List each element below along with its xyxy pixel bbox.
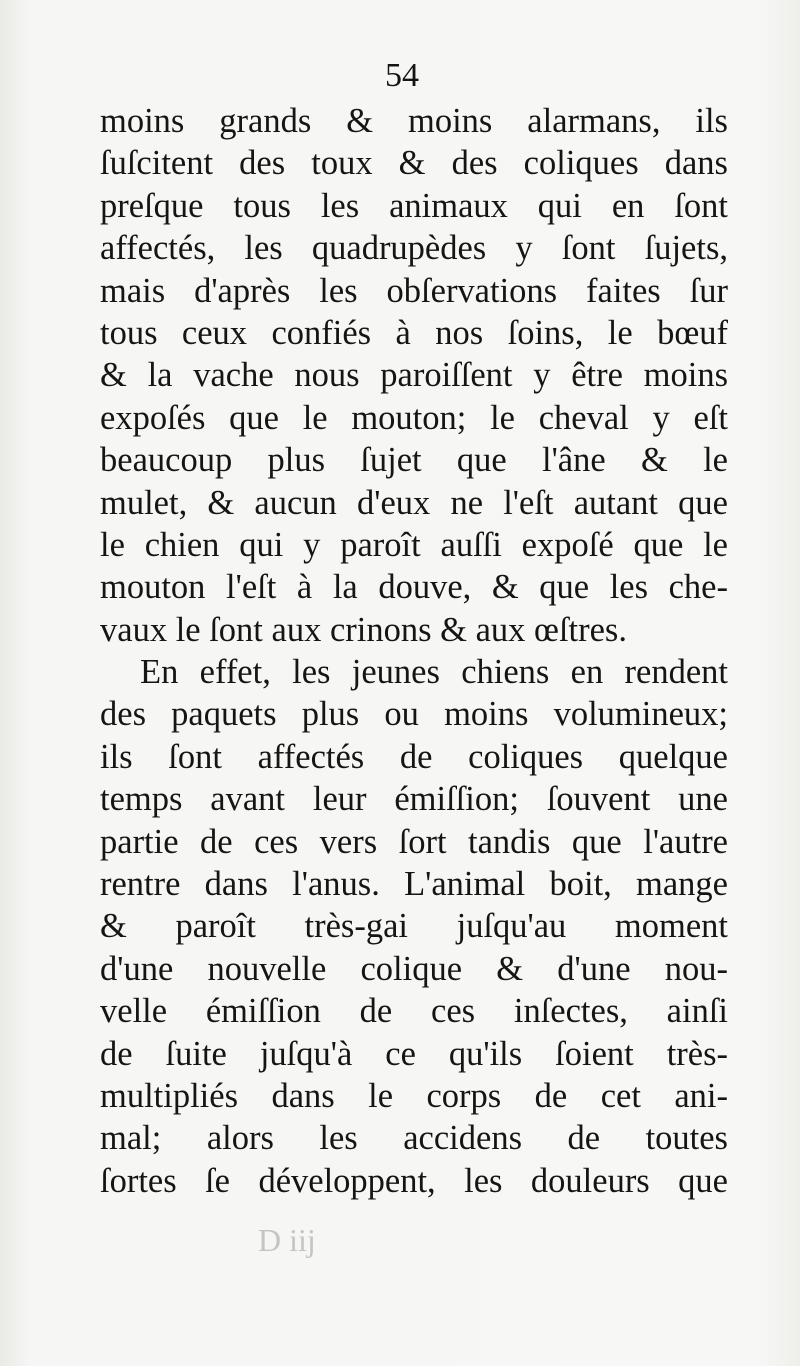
text-line: moins grands & moins alarmans, ils: [100, 102, 728, 140]
body-text: [100, 100, 728, 1202]
text-line: mulet, & aucun d'eux ne l'eſt autant que: [100, 483, 728, 522]
text-line: preſque tous les animaux qui en ſont: [100, 186, 728, 225]
signature-mark: D iij: [258, 1222, 316, 1258]
text-line: mal; alors les accidens de toutes: [100, 1119, 728, 1158]
text-line: tous ceux confiés à nos ſoins, le bœuf: [100, 313, 728, 352]
text-line: & paroît très-gai juſqu'au moment: [100, 907, 728, 946]
text-line: temps avant leur émiſſion; ſouvent une: [100, 780, 728, 819]
text-line: multipliés dans le corps de cet ani-: [100, 1076, 728, 1115]
text-line: En effet, les jeunes chiens en rendent: [140, 653, 728, 692]
text-line: de ſuite juſqu'à ce qu'ils ſoient très-: [100, 1034, 728, 1073]
text-line: velle émiſſion de ces inſectes, ainſi: [100, 992, 728, 1031]
text-line: d'une nouvelle colique & d'une nou-: [100, 949, 728, 988]
text-line: ſortes ſe développent, les douleurs que: [100, 1161, 728, 1200]
text-line: vaux le ſont aux crinons & aux œſtres.: [100, 610, 627, 649]
text-line: le chien qui y paroît auſſi expoſé que le: [100, 525, 728, 564]
text-line: mais d'après les obſervations faites ſur: [100, 271, 728, 310]
text-line: beaucoup plus ſujet que l'âne & le: [100, 441, 728, 480]
text-line: ils ſont affectés de coliques quelque: [100, 737, 728, 776]
page-number: 54: [385, 57, 419, 94]
text-line: des paquets plus ou moins volumineux;: [100, 695, 728, 734]
text-line: & la vache nous paroiſſent y être moins: [100, 356, 728, 395]
text-line: expoſés que le mouton; le cheval y eſt: [100, 398, 728, 437]
text-line: partie de ces vers ſort tandis que l'autre: [100, 822, 728, 861]
text-line: ſuſcitent des toux & des coliques dans: [100, 144, 728, 183]
text-line: rentre dans l'anus. L'animal boit, mange: [100, 865, 728, 904]
text-line: affectés, les quadrupèdes y ſont ſujets,: [100, 229, 728, 268]
text-line: mouton l'eſt à la douve, & que les che-: [100, 568, 728, 607]
